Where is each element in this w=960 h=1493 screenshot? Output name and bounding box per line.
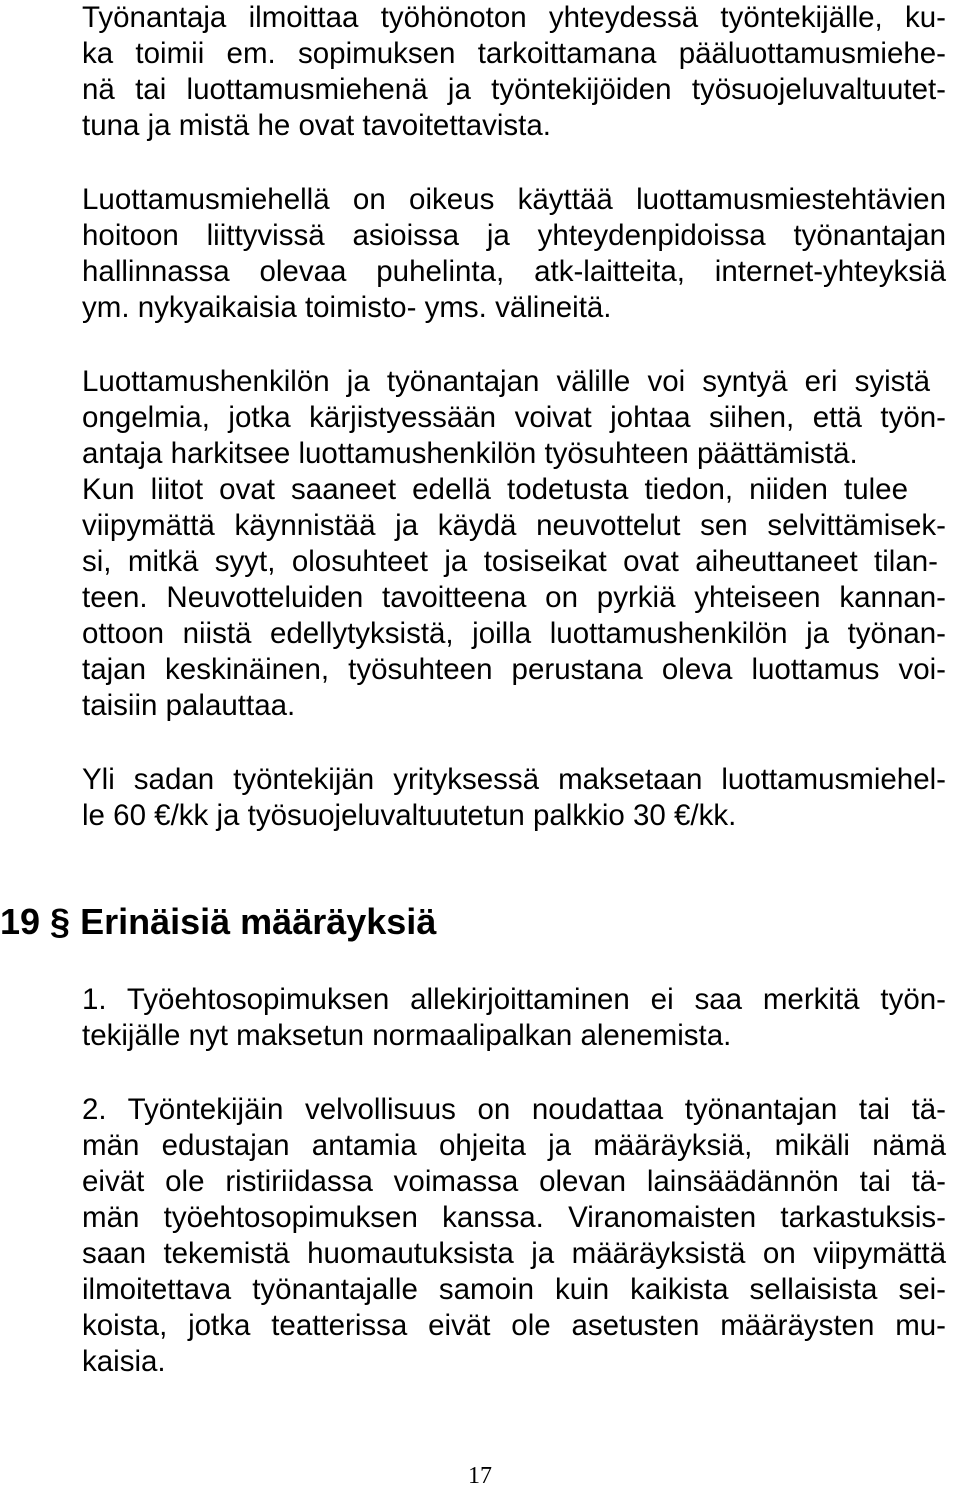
text-line: Luottamushenkilön ja työnantajan välille voi syntyä eri syistä [82, 365, 930, 398]
text-line: Yli sadan työntekijän yrityksessä maksetaan luottamusmiehel- [82, 763, 946, 796]
text-line: tuna ja mistä he ovat tavoitettavista. [82, 109, 551, 142]
text-line: ottoon niistä edellytyksistä, joilla luottamushenkilön ja työnan- [82, 617, 946, 650]
text-line: ilmoitettava työnantajalle samoin kuin kaikista sellaisista sei- [82, 1273, 946, 1306]
section-number: 19 [0, 901, 41, 942]
text-line: si, mitkä syyt, olosuhteet ja tosiseikat ovat aiheuttaneet tilan- [82, 545, 938, 578]
section-sign-icon: § [50, 901, 71, 942]
text-line: le 60 €/kk ja työsuojeluvaltuutetun palkkio 30 €/kk. [82, 799, 737, 832]
text-line: eivät ole ristiriidassa voimassa olevan lainsäädännön tai tä- [82, 1165, 946, 1198]
text-line: tajan keskinäinen, työsuhteen perustana oleva luottamus voi- [82, 653, 946, 686]
text-line: hallinnassa olevaa puhelinta, atk-laitteita, internet-yhteyksiä [82, 255, 946, 288]
section-title: Erinäisiä määräyksiä [80, 901, 437, 942]
page-number: 17 [468, 1463, 492, 1489]
text-line: taisiin palauttaa. [82, 689, 296, 722]
text-line: Luottamusmiehellä on oikeus käyttää luottamusmiestehtävien [82, 183, 946, 216]
text-line: tekijälle nyt maksetun normaalipalkan alenemista. [82, 1019, 732, 1052]
text-line: 1. Työehtosopimuksen allekirjoittaminen ei saa merkitä työn- [82, 983, 946, 1016]
text-line: Työnantaja ilmoittaa työhönoton yhteydessä työntekijälle, ku- [82, 1, 946, 34]
text-line: män edustajan antamia ohjeita ja määräyksiä, mikäli nämä [82, 1129, 946, 1162]
text-line: ongelmia, jotka kärjistyessään voivat johtaa siihen, että työn- [82, 401, 946, 434]
text-line: 2. Työntekijäin velvollisuus on noudattaa työnantajan tai tä- [82, 1093, 946, 1126]
section-heading [0, 900, 436, 944]
text-line: teen. Neuvotteluiden tavoitteena on pyrkiä yhteiseen kannan- [82, 581, 946, 614]
text-line: nä tai luottamusmiehenä ja työntekijöiden työsuojeluvaltuutet- [82, 73, 946, 106]
text-line: antaja harkitsee luottamushenkilön työsuhteen päättämistä. [82, 437, 858, 470]
text-line: män työehtosopimuksen kanssa. Viranomaisten tarkastuksis- [82, 1201, 946, 1234]
text-line: koista, jotka teatterissa eivät ole asetusten määräysten mu- [82, 1309, 946, 1342]
text-line: hoitoon liittyvissä asioissa ja yhteydenpidoissa työnantajan [82, 219, 946, 252]
text-line: ka toimii em. sopimuksen tarkoittamana pääluottamusmiehe- [82, 37, 946, 70]
text-line: kaisia. [82, 1345, 166, 1378]
text-line: saan tekemistä huomautuksista ja määräyksistä on viipymättä [82, 1237, 946, 1270]
text-line: viipymättä käynnistää ja käydä neuvottelut sen selvittämisek- [82, 509, 946, 542]
text-line: ym. nykyaikaisia toimisto- yms. välineitä. [82, 291, 612, 324]
text-line: Kun liitot ovat saaneet edellä todetusta tiedon, niiden tulee [82, 473, 908, 506]
